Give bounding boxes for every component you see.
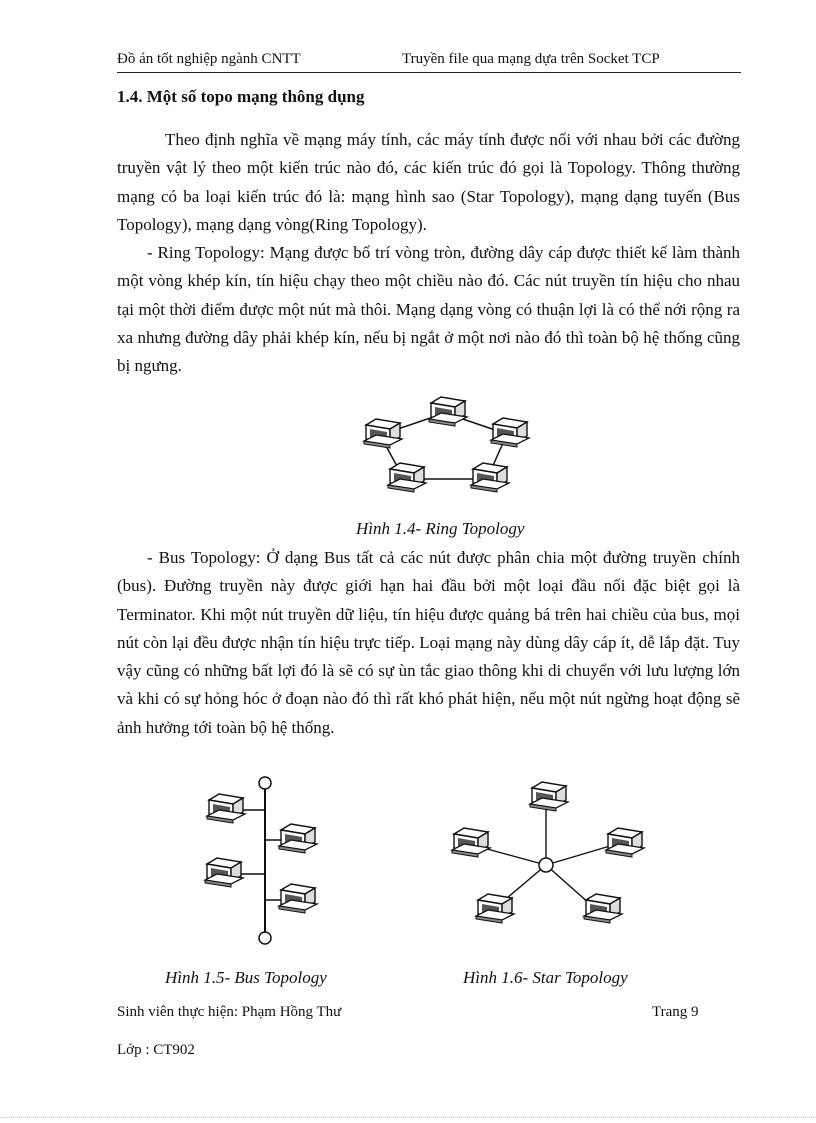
bus-node-3 — [205, 858, 243, 887]
footer-student: Sinh viên thực hiện: Phạm Hồng Thư — [117, 1004, 342, 1020]
paragraph-intro: Theo định nghĩa về mạng máy tính, các máy tính được nối với nhau bởi các đường truyền vật lý theo một kiến trúc nào đó, các kiến trúc đó gọi là Topology. Thông thường mạng có ba loại kiến trúc đó là: mạng hình sao (Star Topology), mạng dạng tuyến (Bus Topology), mạng dạng vòng(Ring Topology). — [117, 130, 740, 234]
page-header — [117, 48, 741, 73]
star-node-bottom-right — [584, 894, 622, 923]
bus-topology-diagram — [155, 772, 405, 962]
footer-class: Lớp : CT902 — [117, 1042, 195, 1058]
ring-node-left — [364, 419, 402, 448]
bus-node-2 — [279, 824, 317, 853]
ring-node-bottom-left — [388, 463, 426, 492]
star-node-bottom-left — [476, 894, 514, 923]
header-left: Đồ án tốt nghiệp ngành CNTT — [117, 51, 301, 67]
star-node-left — [452, 828, 490, 857]
paragraph-ring: - Ring Topology: Mạng được bố trí vòng tròn, đường dây cáp được thiết kế làm thành một vòng khép kín, tín hiệu chạy theo một chiều nào đó. Các nút truyền tín hiệu cho nhau tại một thời điểm được một nút mà thôi. Mạng dạng vòng có thuận lợi là có thể nới rộng ra xa nhưng đường dây phải khép kín, nếu bị ngắt ở một nơi nào đó thì toàn bộ hệ thống cũng bị ngưng. — [117, 243, 740, 376]
footer-page-number: Trang 9 — [652, 1004, 699, 1020]
paragraph-bus: - Bus Topology: Ở dạng Bus tất cả các nút được phân chia một đường truyền chính (bus). Đường truyền này được giới hạn hai đầu bởi một loại đầu nối đặc biệt gọi là Terminator. Khi một nút truyền dữ liệu, tín hiệu được quảng bá trên hai chiều của bus, mọi nút còn lại đều được nhận tín hiệu trực tiếp. Loại mạng này dùng dây cáp ít, dễ lắp đặt. Tuy vậy cũng có những bất lợi đó là sẽ có sự ùn tắc giao thông khi di chuyển với lưu lượng lớn và khi có sự hỏng hóc ở đoạn nào đó thì rất khó phát hiện, nếu một nút ngừng hoạt động sẽ ảnh hưởng tới toàn bộ hệ thống. — [117, 548, 740, 737]
section-heading: 1.4. Một số topo mạng thông dụng — [117, 87, 365, 106]
ring-caption: Hình 1.4- Ring Topology — [356, 519, 525, 538]
ring-topology-diagram — [312, 385, 584, 511]
bus-node-1 — [207, 794, 245, 823]
bus-node-4 — [279, 884, 317, 913]
star-node-right — [606, 828, 644, 857]
star-node-top — [530, 782, 568, 811]
ring-node-bottom-right — [471, 463, 509, 492]
star-caption: Hình 1.6- Star Topology — [463, 968, 628, 987]
ring-node-top — [429, 397, 467, 426]
header-right: Truyền file qua mạng dựa trên Socket TCP — [402, 51, 660, 67]
bus-terminator-top — [259, 777, 271, 789]
page-bottom-rule — [0, 1117, 816, 1118]
star-hub — [539, 858, 553, 872]
ring-node-right — [491, 418, 529, 447]
star-topology-diagram — [440, 776, 685, 966]
bus-caption: Hình 1.5- Bus Topology — [165, 968, 327, 987]
bus-terminator-bottom — [259, 932, 271, 944]
